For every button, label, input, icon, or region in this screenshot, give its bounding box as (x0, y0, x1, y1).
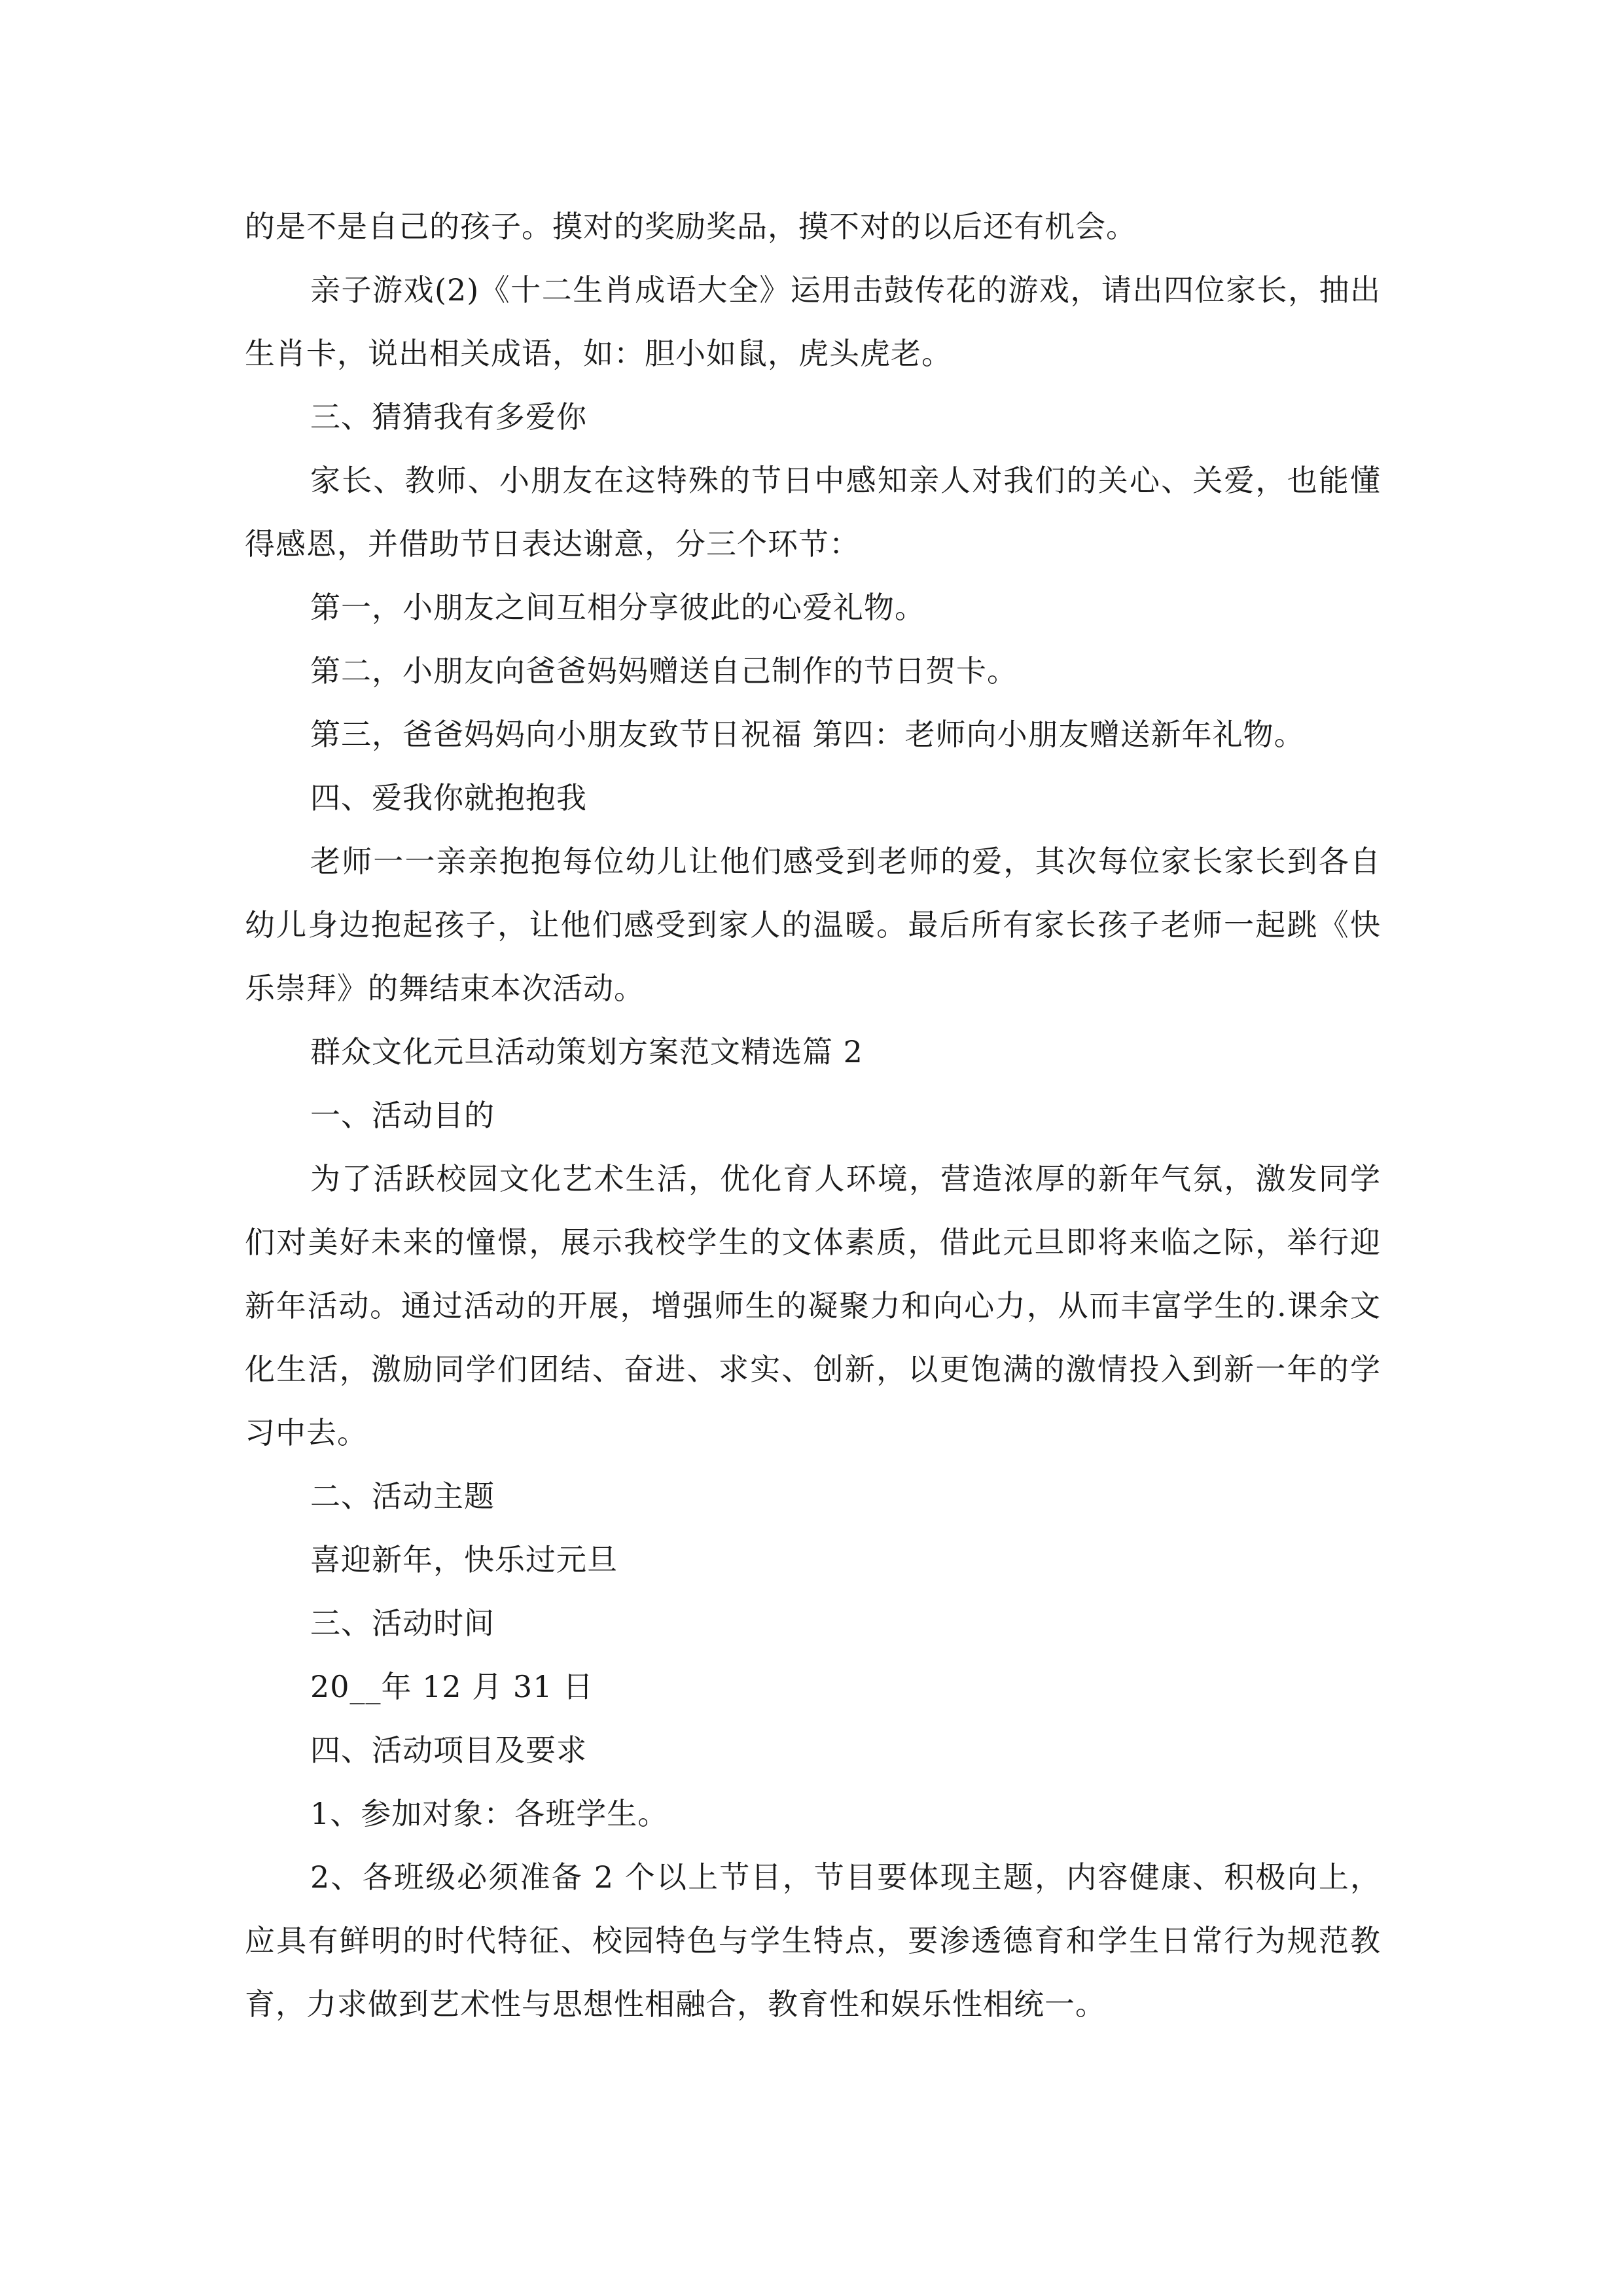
paragraph-hugs: 老师一一亲亲抱抱每位幼儿让他们感受到老师的爱，其次每位家长家长到各自幼儿身边抱起孩子，让他们感受到家人的温暖。最后所有家长孩子老师一起跳《快乐崇拜》的舞结束本次活动。 (245, 844, 1381, 1006)
paragraph-gratitude: 家长、教师、小朋友在这特殊的节日中感知亲人对我们的关心、关爱，也能懂得感恩，并借助节日表达谢意，分三个环节： (245, 463, 1381, 562)
list-item-second: 第二，小朋友向爸爸妈妈赠送自己制作的节日贺卡。 (310, 653, 1018, 689)
section-heading-time: 三、活动时间 (310, 1605, 495, 1641)
section-heading-guess-how-much: 三、猜猜我有多爱你 (310, 399, 587, 435)
article-title-part-2: 群众文化元旦活动策划方案范文精选篇 2 (310, 1034, 863, 1069)
paragraph-date: 20__年 12 月 31 日 (310, 1669, 594, 1704)
document-body (245, 195, 1381, 2036)
section-heading-items: 四、活动项目及要求 (310, 1732, 587, 1768)
paragraph-theme: 喜迎新年，快乐过元旦 (310, 1542, 618, 1577)
section-heading-theme: 二、活动主题 (310, 1479, 495, 1514)
list-item-first: 第一，小朋友之间互相分享彼此的心爱礼物。 (310, 590, 925, 625)
list-item-participants: 1、参加对象：各班学生。 (310, 1796, 669, 1831)
paragraph-parent-child-game-2: 亲子游戏(2)《十二生肖成语大全》运用击鼓传花的游戏，请出四位家长，抽出生肖卡，说出相关成语，如：胆小如鼠，虎头虎老。 (245, 272, 1381, 371)
section-heading-purpose: 一、活动目的 (310, 1098, 495, 1133)
list-item-third-fourth: 第三，爸爸妈妈向小朋友致节日祝福 第四：老师向小朋友赠送新年礼物。 (310, 717, 1305, 752)
paragraph-continuation: 的是不是自己的孩子。摸对的奖励奖品，摸不对的以后还有机会。 (245, 209, 1137, 244)
section-heading-hug-me: 四、爱我你就抱抱我 (310, 780, 587, 816)
paragraph-purpose: 为了活跃校园文化艺术生活，优化育人环境，营造浓厚的新年气氛，激发同学们对美好未来的憧憬，展示我校学生的文体素质，借此元旦即将来临之际，举行迎新年活动。通过活动的开展，增强师生的凝聚力和向心力，从而丰富学生的.课余文化生活，激励同学们团结、奋进、求实、创新，以更饱满的激情投入到新一年的学习中去。 (245, 1161, 1381, 1450)
list-item-requirements: 2、各班级必须准备 2 个以上节目，节目要体现主题，内容健康、积极向上，应具有鲜明的时代特征、校园特色与学生特点，要渗透德育和学生日常行为规范教育，力求做到艺术性与思想性相融合，教育性和娱乐性相统一。 (245, 1859, 1381, 2022)
